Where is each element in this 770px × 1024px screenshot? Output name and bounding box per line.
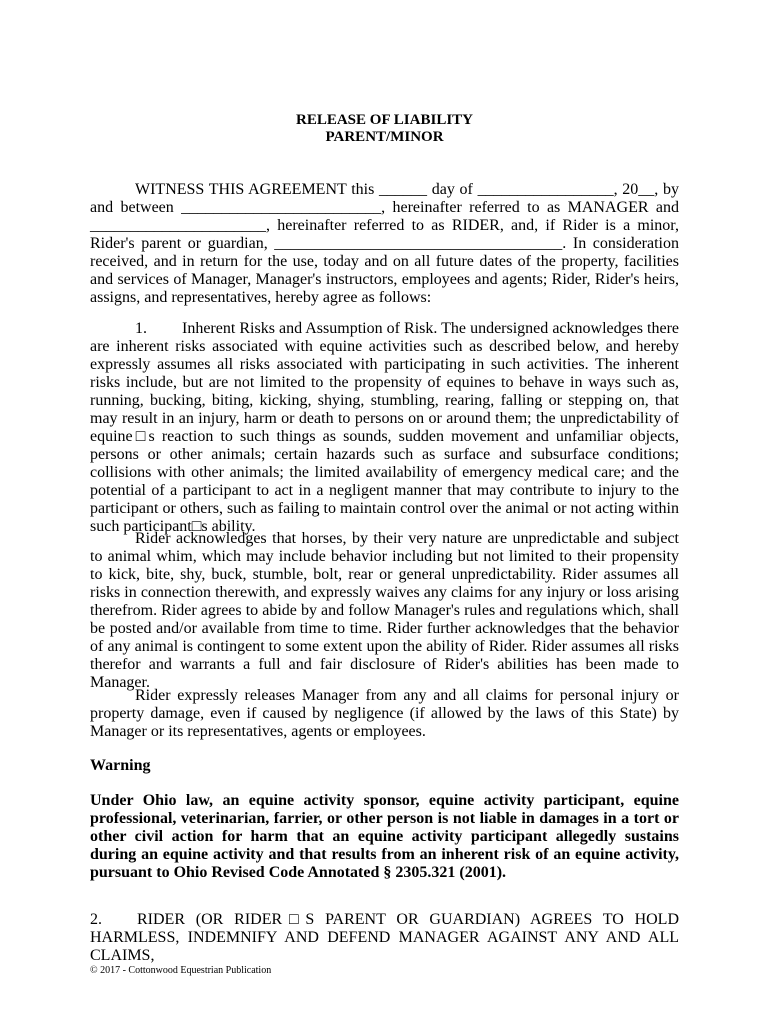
rider-acknowledgment-paragraph: Rider acknowledges that horses, by their very nature are unpredictable and subject to animal whim, which may include behavior including but not limited to their propensity to kick, bite, shy, buck, stumble, bolt, rear or general unpredictability. Rider assumes all risks in connection therewith, and expressly waives any claims for any injury or loss arising therefrom. Rider agrees to abide by and follow Manager's rules and regulations which, shall be posted and/or available from time to time. Rider further acknowledges that the behavior of any animal is contingent to some extent upon the ability of Rider. Rider assumes all risks therefor and warrants a full and fair disclosure of Rider's abilities has been made to Manager. xyxy=(90,530,679,691)
warning-statement: Under Ohio law, an equine activity sponsor, equine activity participant, equine professional, veterinarian, farrier, or other person is not liable in damages in a tort or other civil action for harm that an equine activity participant allegedly sustains during an equine activity and that results from an inherent risk of an equine activity, pursuant to Ohio Revised Code Annotated § 2305.321 (2001). xyxy=(90,792,679,881)
section-1-number: 1. xyxy=(135,320,147,337)
document-subtitle: PARENT/MINOR xyxy=(325,129,444,145)
section-2-number: 2. xyxy=(90,911,102,928)
witness-paragraph: WITNESS THIS AGREEMENT this ______ day of _________________, 20__, by and between _________________________, hereinafter referred to as MANAGER and ______________________, hereinafter referred to as RIDER, and, if Rider is a minor, Rider's parent or guardian, ____________________________________. In consideration received, and in return for the use, today and on all future dates of the property, facilities and services of Manager, Manager's instructors, employees and agents; Rider, Rider's heirs, assigns, and representatives, hereby agree as follows: xyxy=(90,181,679,306)
section-1 xyxy=(90,320,679,536)
section-2 xyxy=(90,911,679,965)
section-2-text: RIDER (OR RIDER□S PARENT OR GUARDIAN) AGREES TO HOLD HARMLESS, INDEMNIFY AND DEFEND MANAGER AGAINST ANY AND ALL CLAIMS, xyxy=(90,911,679,964)
copyright-footer: © 2017 - Cottonwood Equestrian Publication xyxy=(90,965,272,976)
section-1-text: Inherent Risks and Assumption of Risk. The undersigned acknowledges there are inherent risks associated with equine activities such as described below, and hereby expressly assumes all risks associated with participating in such activities. The inherent risks include, but are not limited to the propensity of equines to behave in ways such as, running, bucking, biting, kicking, shying, stumbling, rearing, falling or stepping on, that may result in an injury, harm or death to persons on or around them; the unpredictability of equine□s reaction to such things as sounds, sudden movement and unfamiliar objects, persons or other animals; certain hazards such as surface and subsurface conditions; collisions with other animals; the limited availability of emergency medical care; and the potential of a participant to act in a negligent manner that may contribute to injury to the participant or others, such as failing to maintain control over the animal or not acting within such participant□s ability. xyxy=(90,320,679,535)
document-title: RELEASE OF LIABILITY xyxy=(296,112,473,128)
warning-heading: Warning xyxy=(90,757,151,774)
release-paragraph: Rider expressly releases Manager from any and all claims for personal injury or property damage, even if caused by negligence (if allowed by the laws of this State) by Manager or its representatives, agents or employees. xyxy=(90,687,679,740)
